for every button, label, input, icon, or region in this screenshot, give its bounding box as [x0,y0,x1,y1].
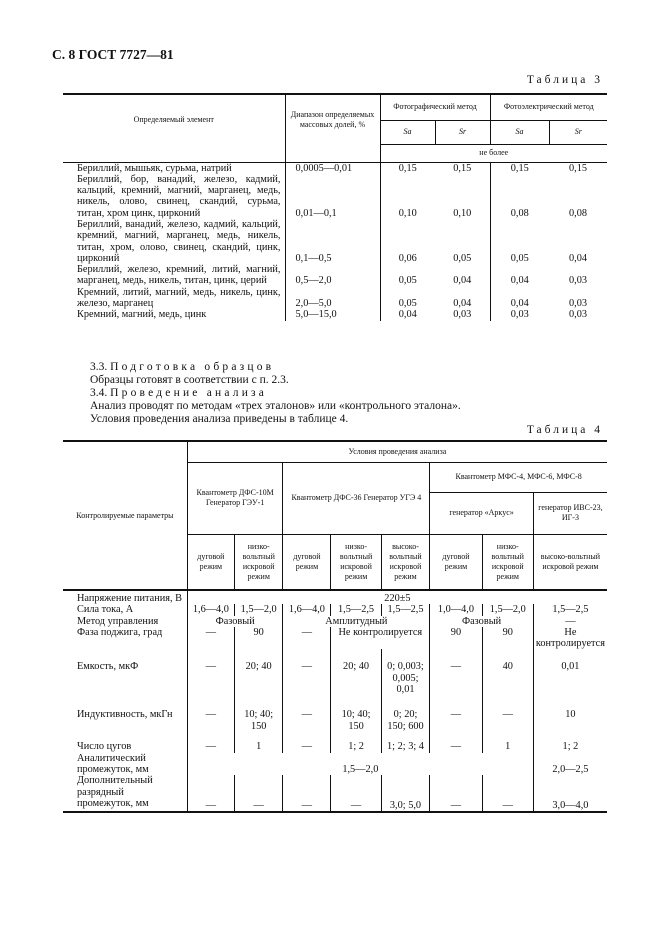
t4-value: — [234,775,283,812]
table-row [63,309,607,320]
t3-head-range: Диапазон определяемых массовых долей, % [285,94,380,144]
t3-range: 0,5—2,0 [285,264,380,287]
t3-value: 0,04 [490,287,549,310]
t4-param: Индуктивность, мкГн [77,709,173,721]
t4-value: — [283,649,331,709]
t4-value: 1 [482,741,533,752]
t3-head-sub: Sr [435,120,490,144]
t4-value: 20; 40 [331,649,381,709]
t4-mode: низко-вольтный искровой режим [331,534,381,590]
t3-head-ne-bolee: не более [380,144,607,162]
t3-value: 0,15 [453,162,472,174]
t4-value: — [187,649,234,709]
t3-element: Бериллий, ванадий, железо, кадмий, кальций, кремний, магний, марганец, медь, никель, титан, хром, олово, свинец, скандий, цинк, цирконий [77,218,281,264]
t4-value: 1; 2 [331,741,381,752]
t3-value: 0,10 [453,207,472,219]
table-row [63,287,607,310]
t3-value: 0,03 [568,298,588,310]
t3-value: 0,15 [568,162,588,174]
page-header: С. 8 ГОСТ 7727—81 [52,47,174,62]
t4-value: Фазовый [430,616,534,627]
table-row [63,775,607,812]
t4-value: 40 [482,649,533,709]
t4-mode: дуговой режим [430,534,482,590]
table-row [63,627,607,650]
table-row [63,616,607,627]
t4-value: 0; 0,003; 0,005; 0,01 [381,649,430,709]
t3-head-photo: Фотографический метод [380,94,490,120]
table-row [63,590,607,604]
t4-param: Аналитический промежуток, мм [77,752,149,776]
table-row [63,741,607,752]
t3-head-element: Определяемый элемент [133,114,214,124]
t4-value: 1,5—2,0 [234,604,283,615]
section-title: Подготовка образцов [110,361,275,373]
t4-value: — [482,775,533,812]
section-number: 3.4. [90,387,108,399]
t3-value: 0,15 [380,162,435,174]
t3-element: Бериллий, железо, кремний, литий, магний, марганец, медь, никель, титан, цинк, церий [77,264,281,287]
t4-param: Фаза поджига, град [77,626,163,638]
t4-head-params: Контролируемые параметры [76,510,174,520]
t4-value: — [283,627,331,650]
t3-value: 0,05 [380,287,435,310]
table-row [63,162,607,174]
t4-value: 0; 20; 150; 600 [381,709,430,741]
t4-value: 3,0—4,0 [533,775,607,812]
t4-value: 2,0—2,5 [533,753,607,776]
t4-mode: низко-вольтный искровой режим [482,534,533,590]
t4-head-group-3: Квантометр МФС-4, МФС-6, МФС-8 [430,462,607,492]
t4-value: 1,6—4,0 [283,604,331,615]
t4-value: 0,01 [533,649,607,709]
t4-value: — [283,741,331,752]
t4-value: — [430,709,482,741]
t4-head-group-1: Квантометр ДФС-10М Генератор ГЭУ-1 [187,462,283,534]
t4-value: 1,6—4,0 [187,604,234,615]
t4-value: 10; 40; 150 [234,709,283,741]
t4-value: Амплитудный [283,616,430,627]
t4-value: — [430,649,482,709]
t4-value: — [283,775,331,812]
t3-value: 0,04 [453,275,472,287]
table-row [63,649,607,709]
t3-value: 0,03 [568,309,588,321]
t4-mode: высоко-вольтный искровой режим [533,534,607,590]
table4-caption: Таблица 4 [526,424,603,436]
t3-value: 0,08 [568,207,588,219]
t4-mode: дуговой режим [283,534,331,590]
section-3-3-body: Образцы готовят в соответствии с п. 2.3. [90,374,289,386]
t3-range: 0,0005—0,01 [285,162,380,174]
t4-param: Сила тока, А [77,604,134,616]
t4-value: — [187,709,234,741]
t3-value: 0,03 [568,275,588,287]
t4-head-conditions: Условия проведения анализа [187,441,607,462]
t4-mode: низко-вольтный искровой режим [234,534,283,590]
t4-value: 90 [430,627,482,650]
table-4 [63,440,607,813]
t4-value: — [430,775,482,812]
t4-mode: дуговой режим [187,534,234,590]
table-row [63,753,607,776]
t3-head-photoel: Фотоэлектрический метод [490,94,607,120]
t4-param: Метод управления [77,615,159,627]
table-row [63,604,607,615]
t4-value: 1 [234,741,283,752]
t4-value: — [283,709,331,741]
t3-value: 0,10 [380,174,435,219]
t3-element: Кремний, магний, медь, цинк [77,309,207,321]
t4-value: 90 [234,627,283,650]
t4-head-ivs: генератор ИВС-23, ИГ-3 [533,492,607,534]
t4-value: 1,5—2,5 [331,604,381,615]
t4-value: Не контролируется [533,627,607,650]
t3-value: 0,06 [380,219,435,264]
t4-head-arkus: генератор «Аркус» [430,492,534,534]
t4-value: — [187,741,234,752]
t3-value: 0,05 [490,219,549,264]
t4-value: 10 [533,709,607,741]
t4-value: 1,5—2,0 [187,753,533,776]
t3-range: 0,01—0,1 [285,174,380,219]
section-3-4-heading [90,387,267,400]
t4-value: Не контролируется [331,627,430,650]
t4-value: 1; 2; 3; 4 [381,741,430,752]
t4-value: — [533,616,607,627]
section-title: Проведение анализа [110,387,268,399]
t3-head-sub: Sr [549,120,607,144]
t4-head-group-2: Квантометр ДФС-36 Генератор УГЭ 4 [283,462,430,534]
table-3 [63,93,607,321]
t3-value: 0,03 [490,309,549,320]
t4-param: Число цугов [77,741,132,753]
t4-value: 1,5—2,5 [381,604,430,615]
section-3-3-heading [90,361,274,374]
t4-value: 1,0—4,0 [430,604,482,615]
t4-value: — [187,627,234,650]
table-row [63,264,607,287]
t3-value: 0,04 [568,252,588,264]
t4-param: Дополнительный разрядный промежуток, мм [77,775,153,809]
t3-element: Кремний, литий, магний, медь, никель, цинк, железо, марганец [77,286,281,310]
table-row [63,174,607,219]
t3-element: Бериллий, мышьяк, сурьма, натрий [77,162,232,174]
t3-value: 0,15 [490,162,549,174]
t3-range: 5,0—15,0 [285,309,380,320]
table3-caption: Таблица 3 [526,74,603,86]
t4-value: — [187,775,234,812]
table-row [63,219,607,264]
t3-range: 0,1—0,5 [285,219,380,264]
t3-range: 2,0—5,0 [285,287,380,310]
t3-head-sub: Sa [380,120,435,144]
table-row [63,709,607,741]
section-3-4-body-1: Анализ проводят по методам «трех эталонов» или «контрольного эталона». [90,400,461,412]
t4-value: 20; 40 [234,649,283,709]
t4-param: Напряжение питания, В [63,590,187,604]
t4-value: 10; 40; 150 [331,709,381,741]
t4-value: 3,0; 5,0 [381,775,430,812]
t3-value: 0,05 [380,264,435,287]
t4-value: — [430,741,482,752]
t4-value: 90 [482,627,533,650]
t4-value: 1,5—2,0 [482,604,533,615]
section-3-4-body-2: Условия проведения анализа приведены в таблице 4. [90,413,349,425]
t3-value: 0,04 [380,309,435,320]
t3-element: Бериллий, бор, ванадий, железо, кадмий, кальций, кремний, магний, марганец, медь, никель, олово, свинец, скандий, сурьма, титан, хром цинк, цирконий [77,173,281,219]
t4-mode: высоко-вольтный искровой режим [381,534,430,590]
t3-value: 0,03 [453,309,472,321]
t3-value: 0,04 [453,298,472,310]
t4-value: 1,5—2,5 [533,604,607,615]
t3-value: 0,05 [453,252,472,264]
t3-value: 0,08 [490,174,549,219]
t4-value: Фазовый [187,616,283,627]
t4-param: Емкость, мкФ [77,661,139,673]
section-number: 3.3. [90,361,108,373]
t3-value: 0,04 [490,264,549,287]
t4-value: — [482,709,533,741]
t3-head-sub: Sa [490,120,549,144]
t4-value: 220±5 [187,590,607,604]
t4-value: 1; 2 [533,741,607,752]
t4-value: — [331,775,381,812]
